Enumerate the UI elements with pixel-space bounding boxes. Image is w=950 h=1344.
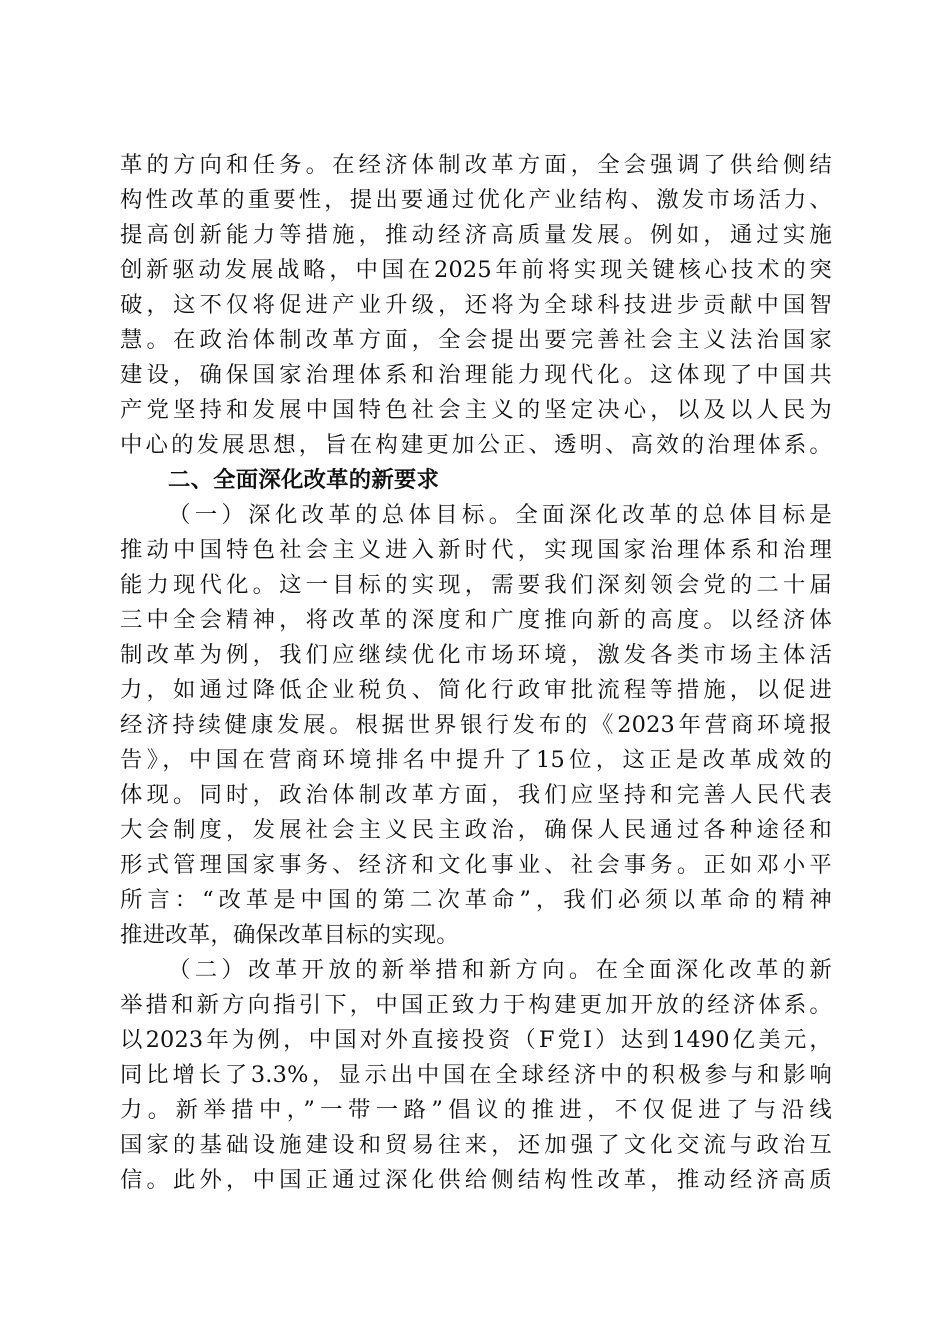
text-line: 大会制度，发展社会主义民主政治，确保人民通过各种途径和	[120, 817, 832, 843]
section-heading: 二、全面深化改革的新要求	[168, 467, 440, 493]
text-line: 构性改革的重要性，提出要通过优化产业结构、激发市场活力、	[120, 187, 832, 213]
text-line: （二）改革开放的新举措和新方向。在全面深化改革的新	[168, 957, 832, 983]
text-line: 力。新举措中，”一带一路”倡议的推进，不仅促进了与沿线	[120, 1097, 832, 1123]
document-page	[120, 148, 832, 1198]
text-line: 经济持续健康发展。根据世界银行发布的《2023年营商环境报	[120, 712, 832, 738]
text-line: 推动中国特色社会主义进入新时代，实现国家治理体系和治理	[120, 537, 832, 563]
text-line: 同比增长了3.3%，显示出中国在全球经济中的积极参与和影响	[120, 1062, 832, 1088]
text-line: 举措和新方向指引下，中国正致力于构建更加开放的经济体系。	[120, 992, 832, 1018]
text-line: 慧。在政治体制改革方面，全会提出要完善社会主义法治国家	[120, 327, 832, 353]
text-line: 提高创新能力等措施，推动经济高质量发展。例如，通过实施	[120, 222, 832, 248]
text-line: 所言：“改革是中国的第二次革命”，我们必须以革命的精神	[120, 887, 832, 913]
text-line: 中心的发展思想，旨在构建更加公正、透明、高效的治理体系。	[120, 432, 832, 458]
text-line: 破，这不仅将促进产业升级，还将为全球科技进步贡献中国智	[120, 292, 832, 318]
text-line: 告》，中国在营商环境排名中提升了15位，这正是改革成效的	[120, 747, 832, 773]
text-line: 创新驱动发展战略，中国在2025年前将实现关键核心技术的突	[120, 257, 832, 283]
text-line: 三中全会精神，将改革的深度和广度推向新的高度。以经济体	[120, 607, 832, 633]
text-line: （一）深化改革的总体目标。全面深化改革的总体目标是	[168, 502, 832, 528]
text-line: 产党坚持和发展中国特色社会主义的坚定决心，以及以人民为	[120, 397, 832, 423]
text-line: 革的方向和任务。在经济体制改革方面，全会强调了供给侧结	[120, 152, 832, 178]
text-line: 能力现代化。这一目标的实现，需要我们深刻领会党的二十届	[120, 572, 832, 598]
text-line: 推进改革，确保改革目标的实现。	[120, 922, 459, 948]
text-line: 国家的基础设施建设和贸易往来，还加强了文化交流与政治互	[120, 1132, 832, 1158]
text-line: 信。此外，中国正通过深化供给侧结构性改革，推动经济高质	[120, 1167, 832, 1193]
text-line: 体现。同时，政治体制改革方面，我们应坚持和完善人民代表	[120, 782, 832, 808]
text-line: 建设，确保国家治理体系和治理能力现代化。这体现了中国共	[120, 362, 832, 388]
text-line: 以2023年为例，中国对外直接投资（F党I）达到1490亿美元，	[120, 1027, 832, 1053]
text-line: 形式管理国家事务、经济和文化事业、社会事务。正如邓小平	[120, 852, 832, 878]
text-line: 力，如通过降低企业税负、简化行政审批流程等措施，以促进	[120, 677, 832, 703]
text-line: 制改革为例，我们应继续优化市场环境，激发各类市场主体活	[120, 642, 832, 668]
